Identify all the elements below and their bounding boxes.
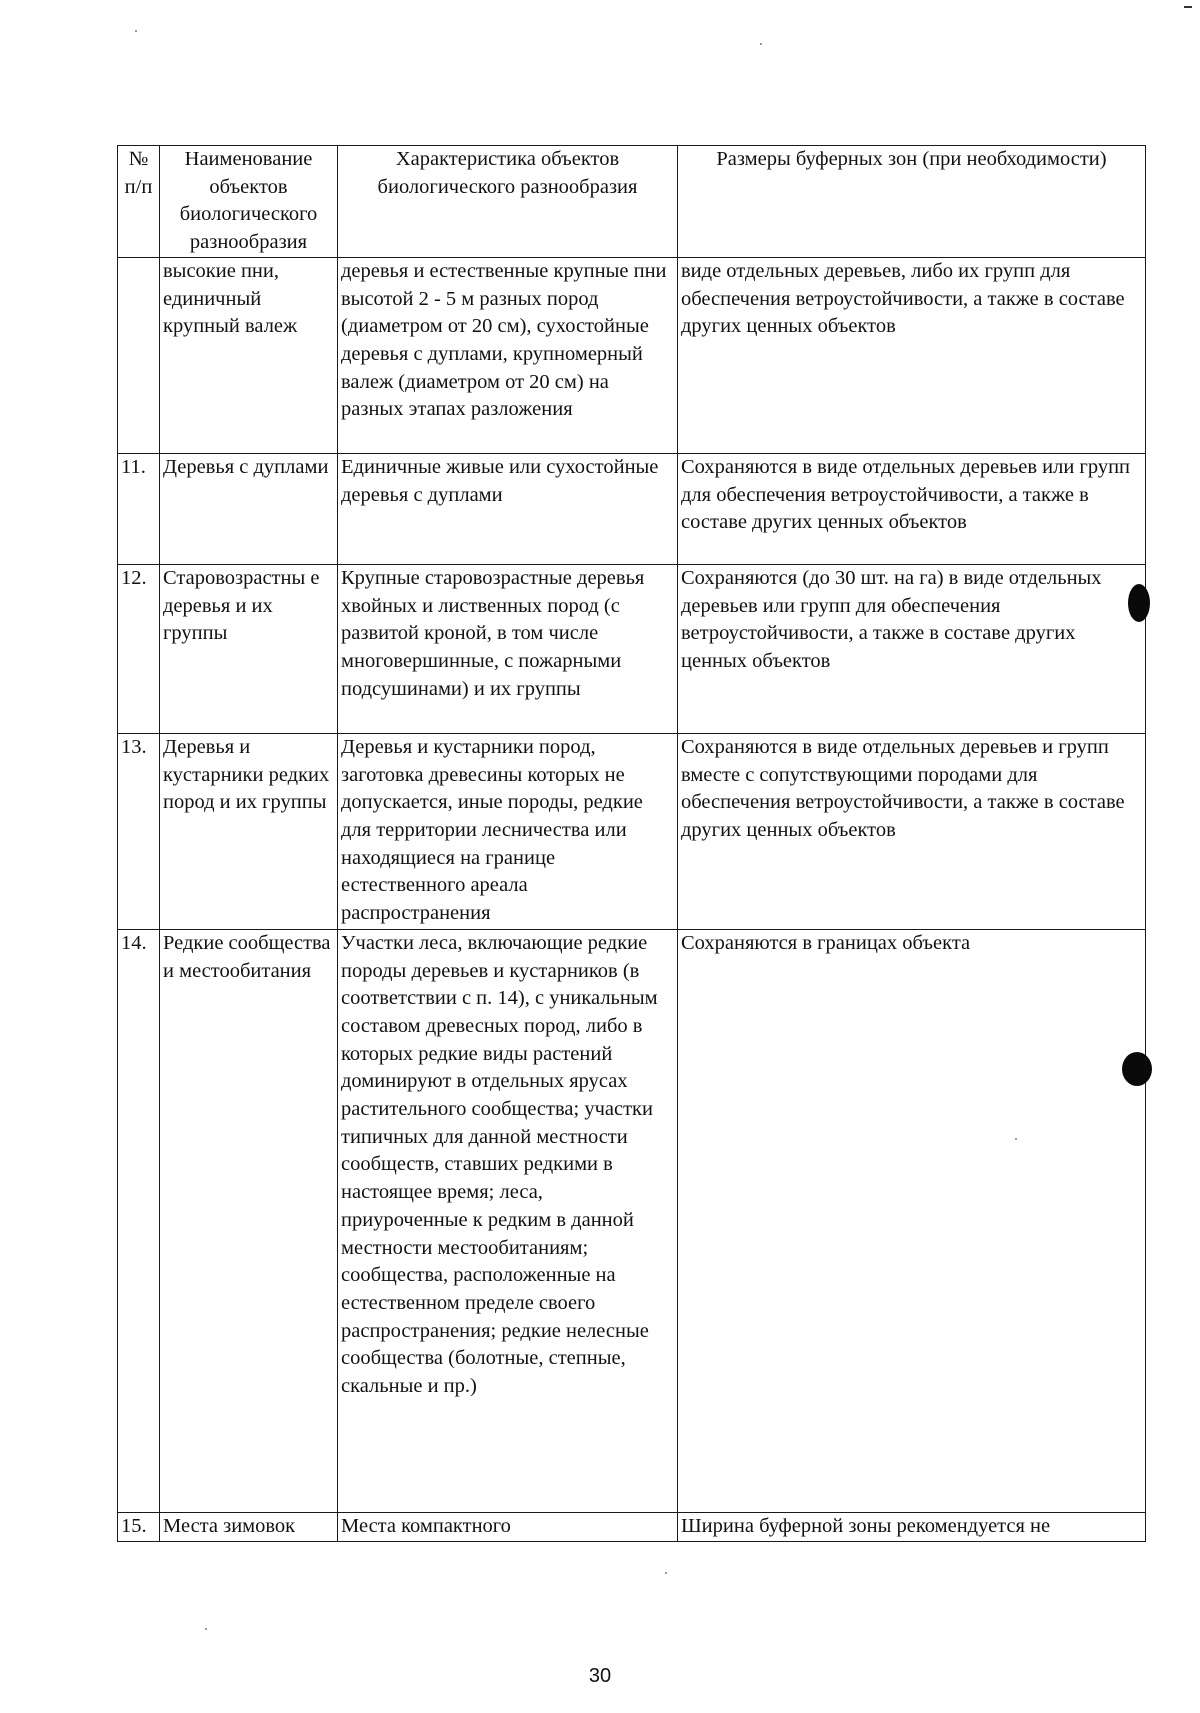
table-row [118,257,1146,453]
table-row [118,733,1146,929]
row-name: Редкие сообщества и местообитания [160,929,338,1512]
row-name: Деревья и кустарники редких пород и их группы [160,733,338,929]
table-row [118,1512,1146,1541]
row-name: Деревья с дуплами [160,453,338,564]
row-name: Места зимовок [160,1512,338,1541]
row-buffer: Сохраняются (до 30 шт. на га) в виде отдельных деревьев или групп для обеспечения ветроустойчивости, а также в составе других ценных объектов [678,564,1146,733]
row-buffer: Сохраняются в виде отдельных деревьев и групп вместе с сопутствующими породами для обеспечения ветроустойчивости, а также в составе других ценных объектов [678,733,1146,929]
header-name: Наименование объектов биологического разнообразия [160,146,338,258]
row-num [118,257,160,453]
row-buffer: виде отдельных деревьев, либо их групп для обеспечения ветроустойчивости, а также в составе других ценных объектов [678,257,1146,453]
row-buffer: Сохраняются в границах объекта [678,929,1146,1512]
scan-speck [665,1572,667,1574]
row-num: 13. [118,733,160,929]
table-header-row [118,146,1146,258]
scan-speck [1015,1138,1017,1140]
row-characteristic: Участки леса, включающие редкие породы деревьев и кустарников (в соответствии с п. 14), с уникальным составом древесных пород, либо в которых редкие виды растений доминируют в отдельных ярусах растительного сообщества; участки типичных для данной местности сообществ, ставших редкими в настоящее время; леса, приуроченные к редким в данной местности местообитаниям; сообщества, расположенные на естественном пределе своего распространения; редкие нелесные сообщества (болотные, степные, скальные и пр.) [338,929,678,1512]
table-row [118,929,1146,1512]
header-characteristic: Характеристика объектов биологического разнообразия [338,146,678,258]
row-characteristic: деревья и естественные крупные пни высотой 2 - 5 м разных пород (диаметром от 20 см), сухостойные деревья с дуплами, крупномерный валеж (диаметром от 20 см) на разных этапах разложения [338,257,678,453]
row-num: 14. [118,929,160,1512]
row-buffer: Сохраняются в виде отдельных деревьев или групп для обеспечения ветроустойчивости, а также в составе других ценных объектов [678,453,1146,564]
row-num: 11. [118,453,160,564]
row-characteristic: Крупные старовозрастные деревья хвойных и лиственных пород (с развитой кроной, в том числе многовершинные, с пожарными подсушинами) и их группы [338,564,678,733]
ink-blot [1122,1052,1152,1086]
header-buffer: Размеры буферных зон (при необходимости) [678,146,1146,258]
edge-mark [1184,6,1192,8]
header-num: № п/п [118,146,160,258]
row-characteristic: Единичные живые или сухостойные деревья с дуплами [338,453,678,564]
row-characteristic: Места компактного [338,1512,678,1541]
row-name: высокие пни, единичный крупный валеж [160,257,338,453]
table-row [118,564,1146,733]
ink-blot [1128,584,1150,622]
page-number: 30 [588,1665,612,1687]
row-num: 15. [118,1512,160,1541]
row-buffer: Ширина буферной зоны рекомендуется не [678,1512,1146,1541]
row-num: 12. [118,564,160,733]
scan-speck [135,30,137,32]
row-name: Старовозрастны е деревья и их группы [160,564,338,733]
biodiversity-table [117,145,1146,1542]
scan-speck [205,1628,207,1630]
scan-speck [760,43,762,45]
table-row [118,453,1146,564]
row-characteristic: Деревья и кустарники пород, заготовка древесины которых не допускается, иные породы, редкие для территории лесничества или находящиеся на границе естественного ареала распространения [338,733,678,929]
